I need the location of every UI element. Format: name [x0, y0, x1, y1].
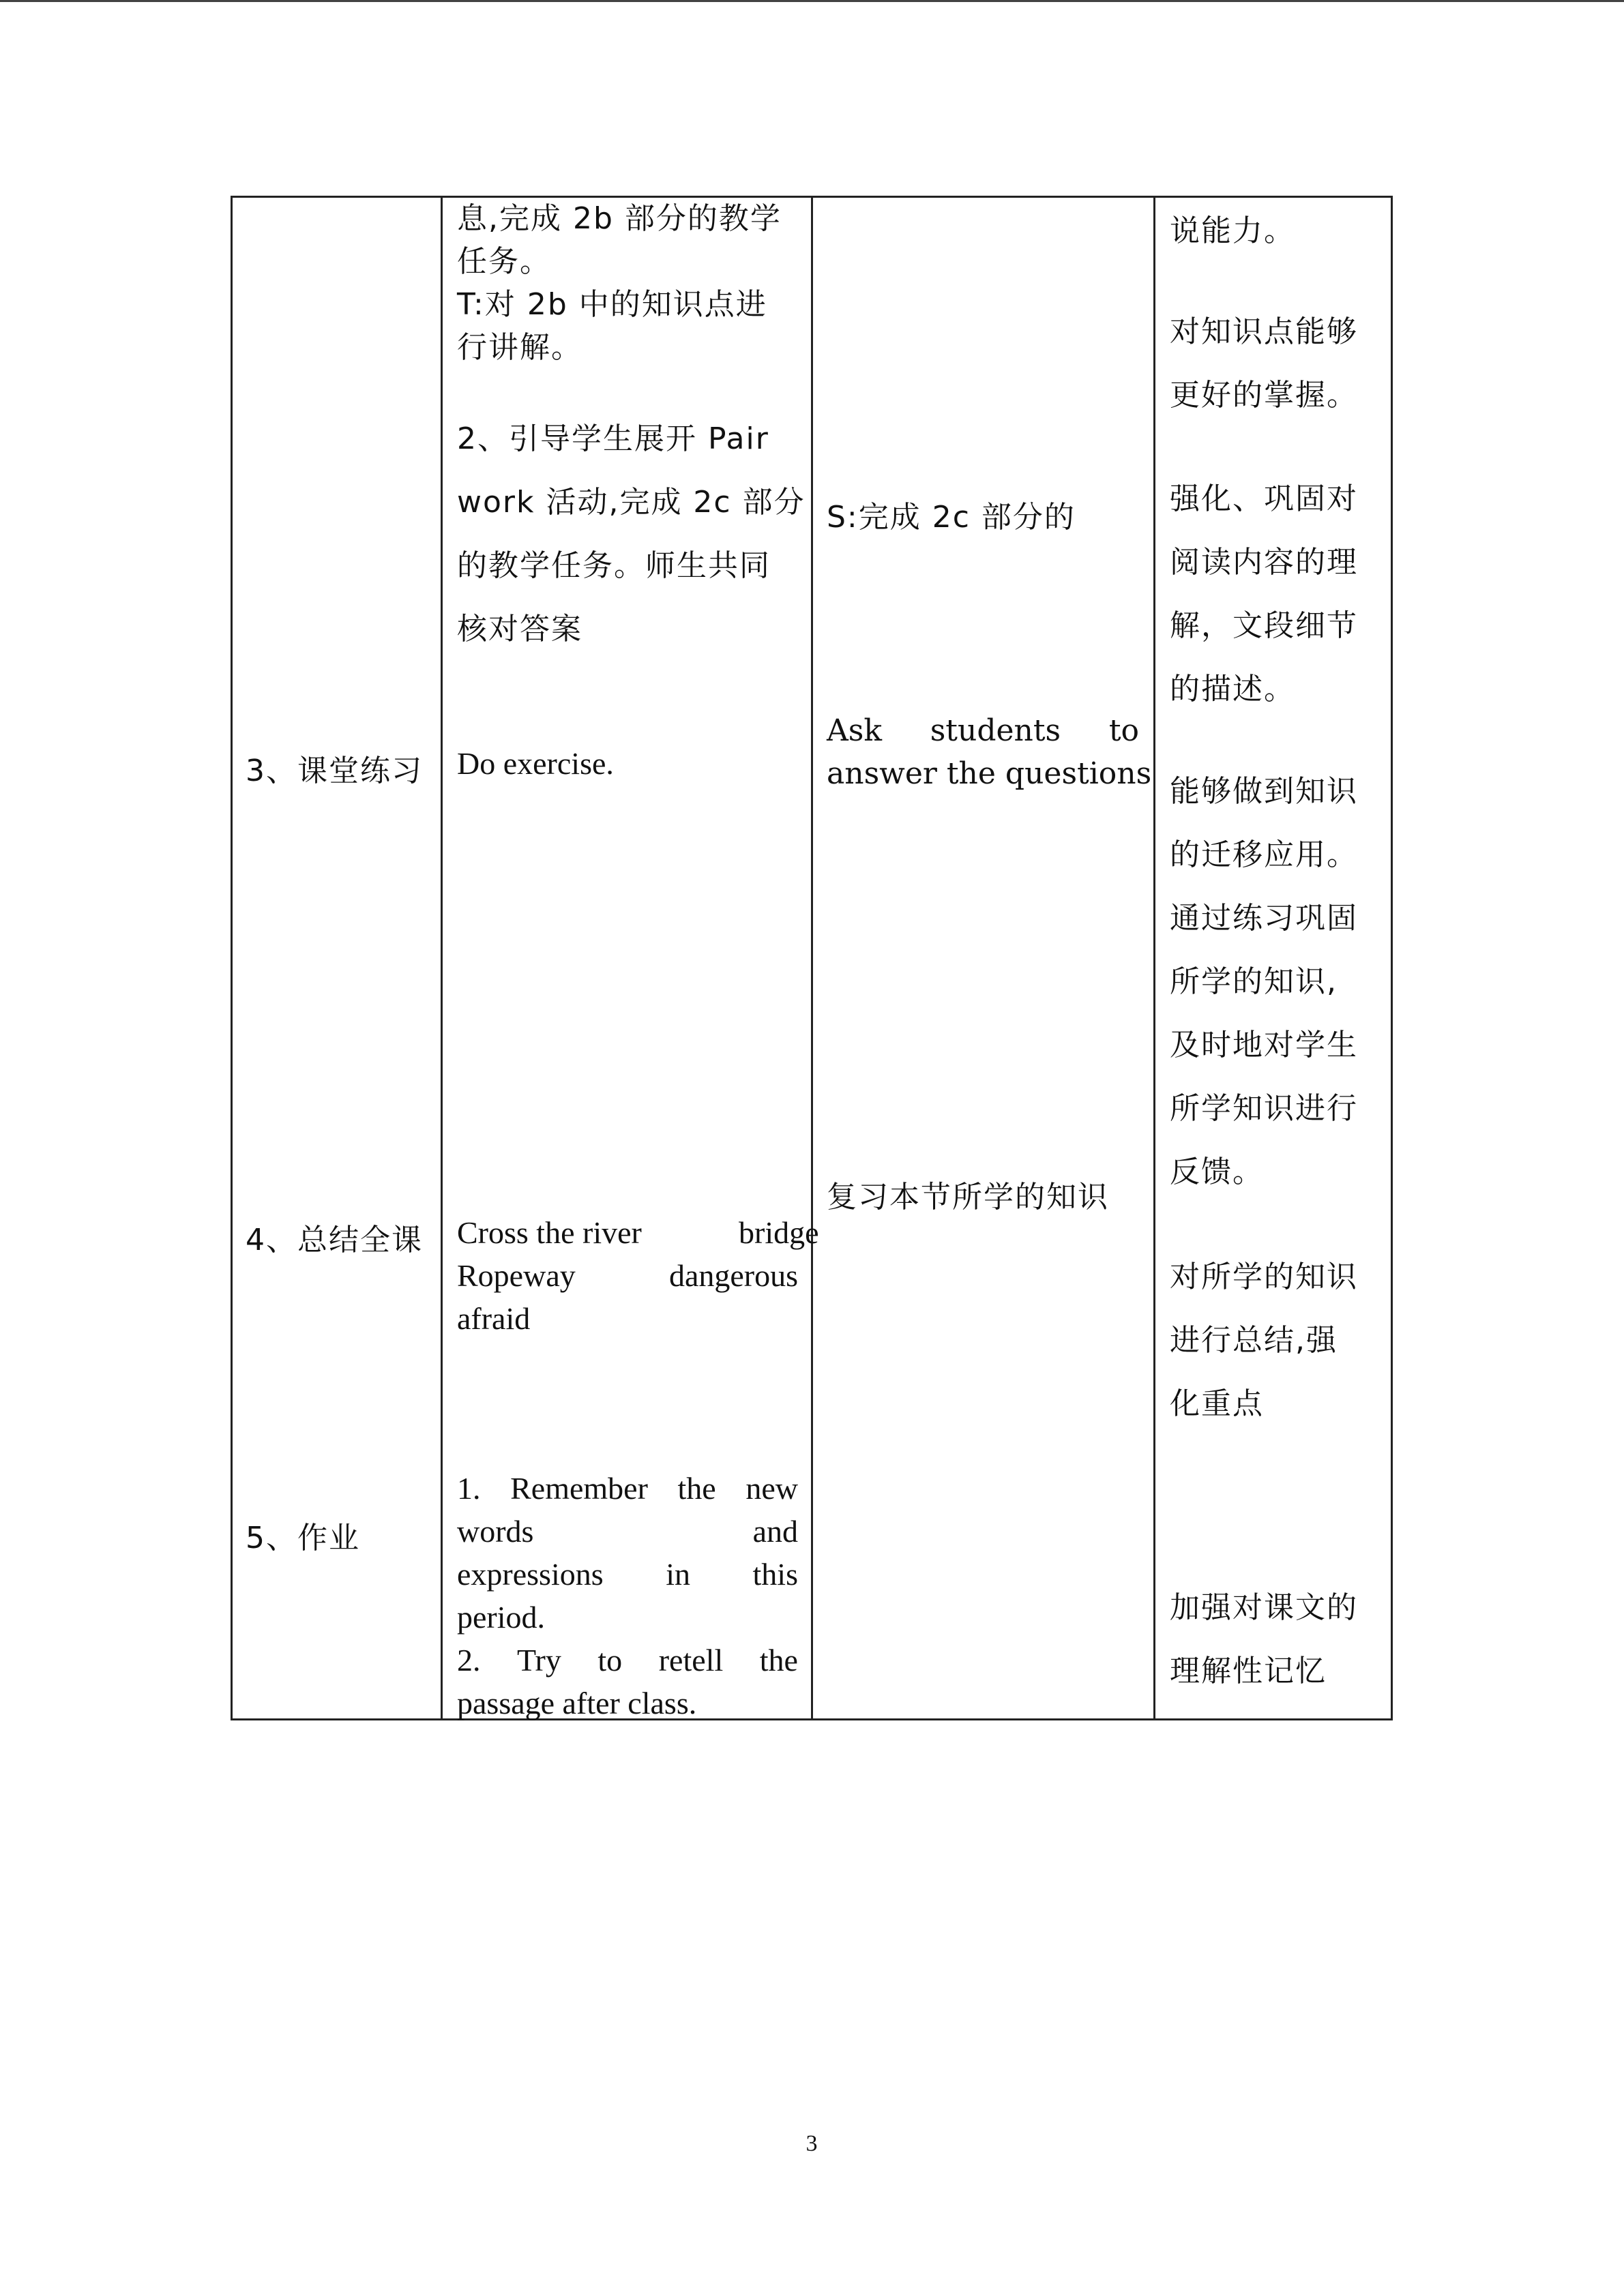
student-task-2c: S:完成 2c 部分的 [827, 500, 1076, 535]
text-line: 的描述。 [1170, 672, 1295, 706]
text-line: 化重点 [1170, 1386, 1264, 1421]
text-line: 加强对课文的 [1170, 1590, 1358, 1625]
text-line: 2、引导学生展开 Pair [457, 421, 769, 456]
homework-line-2 [457, 1510, 798, 1553]
text-line: 理解性记忆 [1170, 1654, 1327, 1688]
word: 1. [457, 1471, 481, 1506]
word: Ask [827, 713, 883, 748]
summary-word: Ropeway [457, 1258, 576, 1293]
ask-line-1 [827, 709, 1139, 752]
word: in [666, 1557, 690, 1592]
column-divider-3 [1153, 196, 1155, 1720]
text-line: 通过练习巩固 [1170, 901, 1358, 936]
word: retell [658, 1643, 724, 1678]
text-line: 所学的知识, [1170, 964, 1338, 999]
step-3-label: 3、课堂练习 [246, 754, 423, 788]
page-number: 3 [806, 2131, 818, 2156]
page-top-border [0, 0, 1624, 2]
homework-text [457, 1467, 798, 1725]
text-line: 息,完成 2b 部分的教学 [457, 201, 782, 236]
word: Try [517, 1643, 561, 1678]
word: words [457, 1514, 534, 1549]
summary-line-1 [457, 1211, 819, 1254]
word: and [752, 1514, 798, 1549]
text-line: 反馈。 [1170, 1154, 1264, 1189]
text-line: 更好的掌握。 [1170, 378, 1358, 413]
text-line: 强化、巩固对 [1170, 481, 1358, 516]
homework-line-6: passage after class. [457, 1686, 697, 1720]
word: to [597, 1643, 623, 1678]
text-line: 能够做到知识 [1170, 774, 1358, 809]
word: Remember [510, 1471, 648, 1506]
homework-line-3 [457, 1553, 798, 1596]
homework-line-4: period. [457, 1600, 546, 1635]
word: 2. [457, 1643, 481, 1678]
text-line: 解，文段细节 [1170, 608, 1358, 643]
column-divider-1 [441, 196, 443, 1720]
homework-line-1 [457, 1467, 798, 1510]
word: the [677, 1471, 716, 1506]
text-line: 说能力。 [1170, 213, 1295, 248]
text-line: 对所学的知识 [1170, 1259, 1358, 1294]
text-line: 进行总结,强 [1170, 1323, 1338, 1358]
text-line: 的教学任务。师生共同 [457, 548, 771, 583]
summary-line-2 [457, 1254, 798, 1297]
column-divider-2 [811, 196, 813, 1720]
text-line: 行讲解。 [457, 330, 582, 365]
text-line: 阅读内容的理 [1170, 545, 1358, 580]
step-5-label: 5、作业 [246, 1521, 360, 1555]
summary-words [457, 1211, 819, 1340]
col2-pair-work-paragraph [457, 407, 806, 661]
text-line: 核对答案 [457, 612, 582, 646]
intent-group-4 [1170, 760, 1358, 1204]
text-line: 的迁移应用。 [1170, 837, 1358, 872]
summary-word: dangerous [668, 1258, 798, 1293]
intent-group-5 [1170, 1245, 1358, 1435]
intent-group-2 [1170, 300, 1358, 427]
word: the [759, 1643, 798, 1678]
intent-group-6 [1170, 1576, 1358, 1703]
homework-line-5 [457, 1639, 798, 1682]
word: expressions [457, 1557, 604, 1592]
text-line: 对知识点能够 [1170, 314, 1358, 349]
summary-word: afraid [457, 1301, 531, 1336]
ask-line-2: answer the questions [827, 756, 1152, 791]
text-line: 及时地对学生 [1170, 1028, 1358, 1062]
col2-top-paragraph [457, 197, 798, 369]
word: this [752, 1557, 798, 1592]
text-line: work 活动,完成 2c 部分 [457, 485, 806, 520]
intent-group-3 [1170, 467, 1358, 721]
step-4-label: 4、总结全课 [246, 1223, 423, 1257]
text-line: T:对 2b 中的知识点进 [457, 287, 767, 322]
summary-word: bridge [739, 1215, 819, 1250]
intent-group-1 [1170, 199, 1295, 263]
word: to [1108, 713, 1139, 748]
review-text: 复习本节所学的知识 [827, 1180, 1109, 1214]
exercise-text: Do exercise. [457, 746, 614, 781]
word: new [745, 1471, 798, 1506]
ask-students-text [827, 709, 1152, 795]
text-line: 所学知识进行 [1170, 1091, 1358, 1126]
summary-word: Cross the river [457, 1215, 642, 1250]
word: students [930, 713, 1061, 748]
text-line: 任务。 [457, 244, 551, 279]
